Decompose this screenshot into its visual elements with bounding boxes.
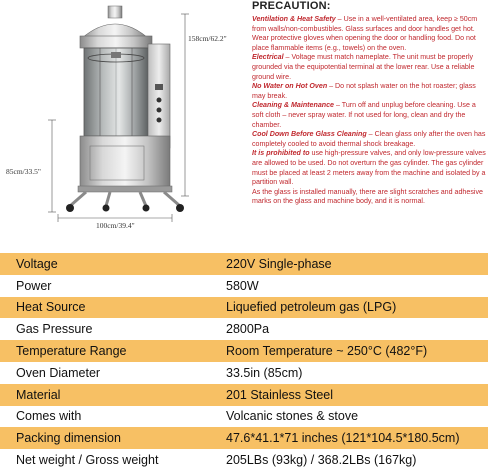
spec-value: Room Temperature ~ 250°C (482°F) bbox=[226, 344, 428, 359]
spec-label: Material bbox=[16, 387, 61, 402]
spec-label: Temperature Range bbox=[16, 344, 127, 359]
spec-row-material bbox=[0, 384, 488, 406]
precaution-item: As the glass is installed manually, there are slight scratches and adhesive marks on the glass and machine body, and it is normal. bbox=[252, 187, 483, 206]
spec-value: Volcanic stones & stove bbox=[226, 409, 359, 424]
spec-label: Heat Source bbox=[16, 300, 86, 315]
spec-value: 205LBs (93kg) / 368.2LBs (167kg) bbox=[226, 453, 417, 468]
precaution-item: Cleaning & Maintenance – Turn off and unplug before cleaning. Use a soft cloth – never spray water. If not used for long, clean and dry the chamber. bbox=[252, 101, 476, 129]
spec-value: 580W bbox=[226, 278, 259, 293]
spec-label: Comes with bbox=[16, 409, 82, 424]
spec-label: Net weight / Gross weight bbox=[16, 453, 159, 468]
spec-label: Power bbox=[16, 278, 52, 293]
spec-row-heat-source bbox=[0, 297, 488, 319]
spec-label: Voltage bbox=[16, 256, 58, 271]
width-dimension-label: 100cm/39.4" bbox=[96, 221, 135, 230]
spec-row-gas-pressure bbox=[0, 318, 488, 340]
spec-row-voltage bbox=[0, 253, 488, 275]
spec-row-packing-dimension bbox=[0, 427, 488, 449]
spec-value: 47.6*41.1*71 inches (121*104.5*180.5cm) bbox=[226, 431, 460, 446]
precaution-list bbox=[252, 15, 486, 207]
spec-value: 201 Stainless Steel bbox=[226, 387, 334, 402]
precaution-item: Electrical – Voltage must match nameplate. The unit must be properly grounded via the equipotential terminal at the lower rear. Use a reliable ground wire. bbox=[252, 53, 475, 81]
spec-row-oven-diameter bbox=[0, 362, 488, 384]
spec-label: Packing dimension bbox=[16, 431, 121, 446]
spec-row-weight bbox=[0, 449, 488, 471]
product-image bbox=[0, 0, 250, 250]
spec-row-comes-with bbox=[0, 406, 488, 428]
precaution-item: Cool Down Before Glass Cleaning – Clean glass only after the oven has completely cooled to avoid thermal shock breakage. bbox=[252, 130, 486, 148]
spec-table bbox=[0, 253, 488, 471]
spec-value: 33.5in (85cm) bbox=[226, 365, 303, 380]
precaution-item: Ventilation & Heat Safety – Use in a well-ventilated area, keep ≥ 50cm from walls/non-combustibles. Glass surfaces and door handles get hot. Wear protective gloves when opening the door or handling food. Do not place flammable items (e.g., towels) on the oven. bbox=[252, 15, 478, 52]
precaution-item: No Water on Hot Oven – Do not splash water on the hot roaster; glass may break. bbox=[252, 82, 476, 100]
base-height-dimension-label: 85cm/33.5" bbox=[6, 167, 41, 176]
height-dimension-label: 158cm/62.2" bbox=[188, 34, 227, 43]
spec-value: 220V Single-phase bbox=[226, 256, 332, 271]
spec-value: 2800Pa bbox=[226, 322, 270, 337]
spec-row-temperature-range bbox=[0, 340, 488, 362]
precaution-panel bbox=[252, 0, 486, 254]
precaution-title: PRECAUTION: bbox=[252, 0, 331, 12]
spec-label: Gas Pressure bbox=[16, 322, 93, 337]
spec-label: Oven Diameter bbox=[16, 365, 101, 380]
spec-value: Liquefied petroleum gas (LPG) bbox=[226, 300, 397, 315]
spec-row-power bbox=[0, 275, 488, 297]
precaution-item: It is prohibited to use high-pressure valves, and only low-pressure valves are allowed to be used. Do not overturn the gas cylinder. The gas cylinder must be placed at least 2 meters away from the machine and isolated by a partition wall. bbox=[252, 149, 486, 187]
